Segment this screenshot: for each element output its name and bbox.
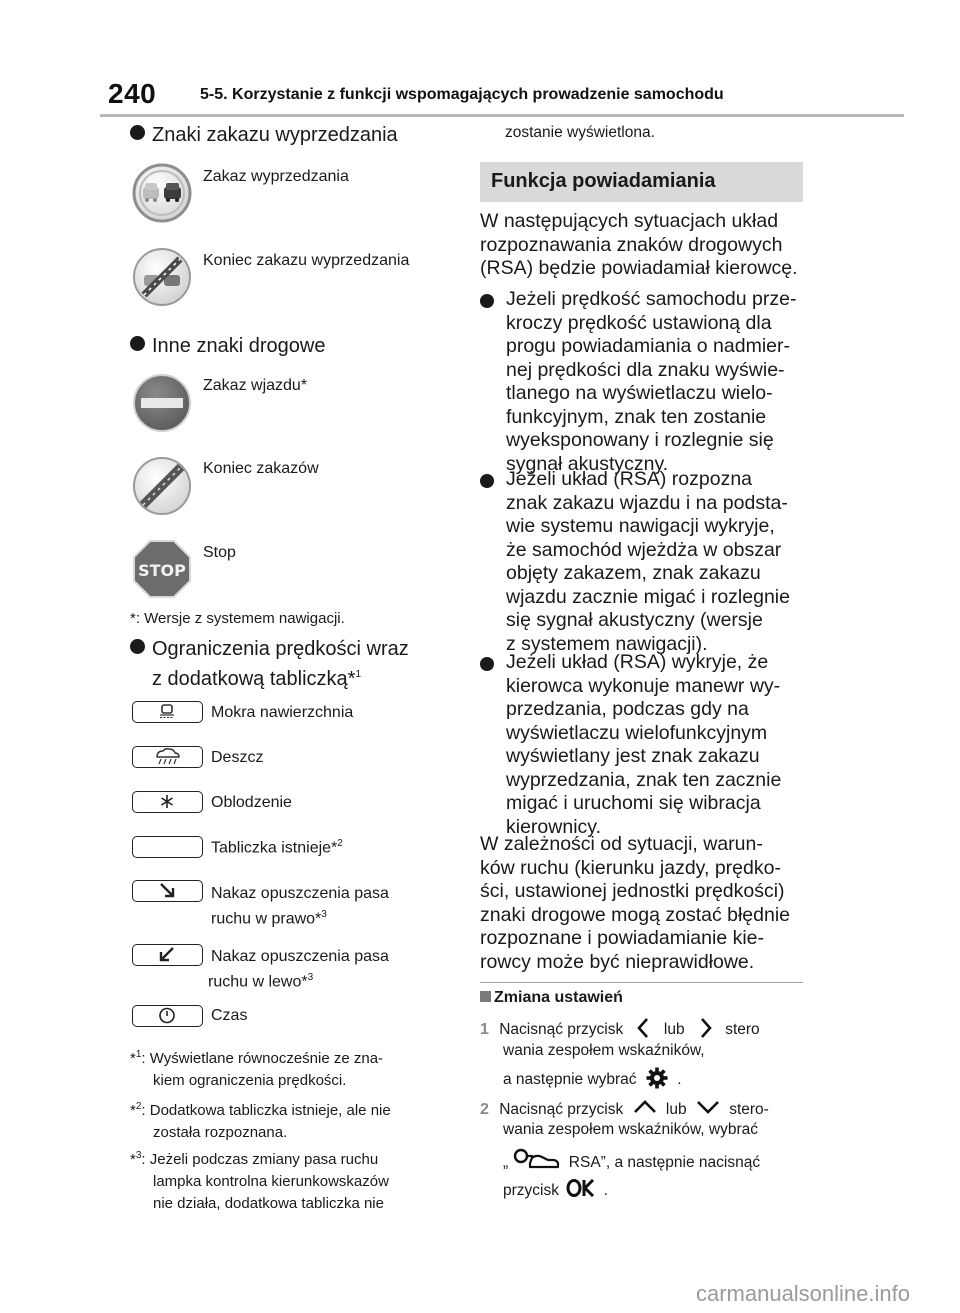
footnote-3: *$^3$: Jeżeli podczas zmiany pasa ruchu lampka kontrolna kierunkowskazów nie działa, dodatkowa tabliczka nie bbox=[130, 1150, 389, 1212]
step-1-line-3: a następnie wybrać . bbox=[503, 1066, 682, 1093]
end-of-restrictions-sign-icon bbox=[132, 456, 192, 516]
settings-heading: Zmiana ustawień bbox=[480, 989, 623, 1007]
step-2-line-2: wania zespołem wskaźników, wybrać bbox=[503, 1121, 758, 1138]
plate-label: Nakaz opuszczenia pasa ruchu w lewo*$^3$ bbox=[208, 948, 389, 991]
blank-plate-icon bbox=[132, 836, 203, 858]
watermark: carmanualsonline.info bbox=[695, 1281, 910, 1306]
step-1-line-2: wania zespołem wskaźników, bbox=[503, 1042, 705, 1059]
sign-label: Zakaz wyprzedzania bbox=[203, 168, 349, 185]
bullet-icon bbox=[480, 474, 494, 488]
ice-plate-icon bbox=[132, 791, 203, 813]
sign-label: Stop bbox=[203, 544, 236, 561]
bullet-icon bbox=[480, 657, 494, 671]
notification-bullet-2: Jeżeli układ (RSA) rozpozna znak zakazu wjazdu i na podsta- wie systemu nawigacji wykryje, że samochód wjeżdża w obszar objęty zakazem, znak zakazu wjazdu zacznie migać i rozlegnie się sygnał akustyczny (wersje z systemem nawigacji). bbox=[480, 468, 802, 656]
no-overtaking-sign-icon bbox=[132, 163, 192, 223]
sign-label: Koniec zakazu wyprzedzania bbox=[203, 252, 410, 269]
square-bullet-icon bbox=[480, 991, 491, 1002]
plate-label: Tabliczka istnieje*$^2$ bbox=[211, 838, 343, 857]
divider bbox=[480, 982, 803, 983]
closing-paragraph: W zależności od sytuacji, warun- ków ruchu (kierunku jazdy, prędko- ści, ustawionej jednostki prędkości) znaki drogowe mogą zostać błędnie rozpoznane i powiadamianie kie- rowcy może być nieprawidłowe. bbox=[480, 833, 791, 973]
footnote-1: *$^1$: Wyświetlane równocześnie ze zna- kiem ograniczenia prędkości. bbox=[130, 1049, 384, 1089]
other-signs-heading: Inne znaki drogowe bbox=[130, 335, 325, 358]
step-2: 2 Nacisnąć przycisk lub stero- bbox=[480, 1097, 769, 1123]
intro-paragraph: W następujących sytuacjach układ rozpoznawania znaków drogowych (RSA) będzie powiadamiał kierowcę. bbox=[480, 210, 798, 279]
section-title: Funkcja powiadamiania bbox=[491, 170, 716, 192]
rain-plate-icon bbox=[132, 746, 203, 768]
ok-button-icon bbox=[566, 1178, 596, 1198]
step-2-line-3: „ RSA”, a następnie nacisnąć bbox=[503, 1147, 760, 1178]
end-no-overtaking-sign-icon bbox=[132, 247, 192, 307]
sign-label: Zakaz wjazdu* bbox=[203, 377, 308, 394]
gear-icon bbox=[645, 1066, 669, 1090]
page-number: 240 bbox=[108, 78, 157, 109]
notification-bullet-3: Jeżeli układ (RSA) wykryje, że kierowca wykonuje manewr wy- przedzania, podczas gdy na wyświetlaczu wielofunkcyjnym wyświetlany jest znak zakazu wyprzedzania, znak ten zacznie migać i uruchomi się wibracja kierownicy. bbox=[480, 651, 802, 839]
header-rule bbox=[100, 114, 904, 117]
bullet-icon bbox=[480, 294, 494, 308]
stop-sign-icon bbox=[132, 539, 192, 599]
rsa-road-sign-icon bbox=[512, 1147, 560, 1173]
notification-bullet-1: Jeżeli prędkość samochodu prze- kroczy prędkość ustawioną dla progu powiadamiania o nadmier- nej prędkości dla znaku wyświe- tlanego na wyświetlaczu wielo- funkcyjnym, znak ten zostanie wyeksponowany i rozlegnie się sygnał akustyczny. bbox=[480, 288, 802, 476]
step-2-line-4: przycisk . bbox=[503, 1178, 608, 1204]
sign-label: Koniec zakazów bbox=[203, 460, 319, 477]
chevron-left-icon bbox=[632, 1016, 656, 1040]
svg-text:STOP: STOP bbox=[138, 561, 186, 580]
bullet-icon bbox=[130, 125, 145, 140]
bullet-icon bbox=[130, 336, 145, 351]
chapter-title: 5-5. Korzystanie z funkcji wspomagających prowadzenie samochodu bbox=[200, 86, 724, 103]
exit-left-plate-icon bbox=[132, 944, 203, 966]
wet-road-plate-icon bbox=[132, 701, 203, 723]
chevron-up-icon bbox=[632, 1098, 658, 1116]
no-entry-sign-icon bbox=[132, 373, 192, 433]
footnote-2: *$^2$: Dodatkowa tabliczka istnieje, ale nie została rozpoznana. bbox=[130, 1101, 391, 1141]
clock-plate-icon bbox=[132, 1005, 203, 1027]
plate-label: Deszcz bbox=[211, 749, 264, 766]
nav-footnote: *: Wersje z systemem nawigacji. bbox=[130, 610, 345, 627]
section-title-bar bbox=[480, 162, 803, 202]
overtaking-heading: Znaki zakazu wyprzedzania bbox=[130, 124, 398, 147]
plate-label: Czas bbox=[211, 1007, 248, 1024]
chevron-right-icon bbox=[693, 1016, 717, 1040]
plate-label: Nakaz opuszczenia pasa ruchu w prawo*$^3$ bbox=[211, 885, 389, 928]
step-1: 1 Nacisnąć przycisk lub stero bbox=[480, 1015, 760, 1045]
chevron-down-icon bbox=[695, 1098, 721, 1116]
continued-text: zostanie wyświetlona. bbox=[505, 124, 655, 141]
plate-label: Oblodzenie bbox=[211, 794, 292, 811]
speed-heading: Ograniczenia prędkości wraz z dodatkową tabliczką*$^1$ bbox=[130, 637, 409, 692]
plate-label: Mokra nawierzchnia bbox=[211, 704, 354, 721]
bullet-icon bbox=[130, 639, 145, 654]
exit-right-plate-icon bbox=[132, 880, 203, 902]
